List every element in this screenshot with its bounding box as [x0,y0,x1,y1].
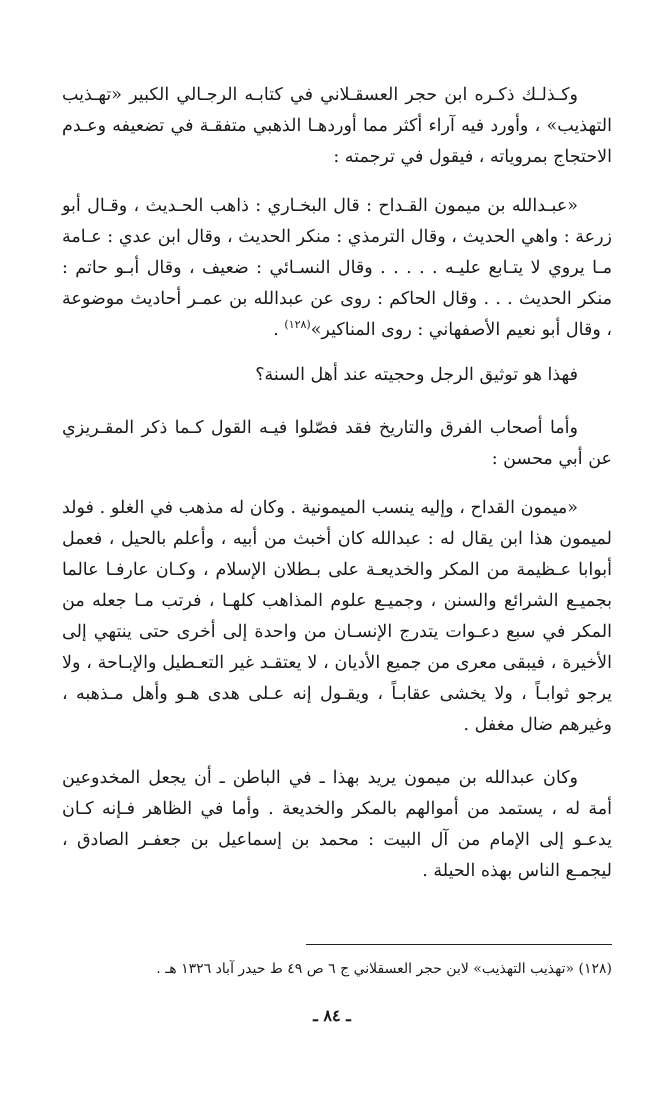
paragraph-6: وكان عبدالله بن ميمون يريد بهذا ـ في الباطن ـ أن يجعل المخدوعين أمة له ، يستمد من أموالهم بالمكر والخديعة . وأما في الظاهر فـإنه كـان يدعـو إلى الإمام من آل البيت : محمد بن إسماعيل بن جعفـر الصادق ، ليجمـع الناس بهذه الحيلة . [62,768,612,881]
paragraph-2-text: «عبـدالله بن ميمون القـداح : قال البخـاري : ذاهب الحـديث ، وقـال أبو زرعة : واهي الحديث ، وقال الترمذي : منكر الحديث ، وقال ابن عدي : عـامة مـا يروي لا يتـابع عليـه . . . . . وقال النسـائي : ضعيف ، وقال أبـو حاتم : منكر الحديث . . . وقال الحاكم : روى عن عبدالله بن عمـر أحاديث موضوعة ، وقال أبو نعيم الأصفهاني : روى المناكير» [62,196,612,340]
paragraph-3: فهذا هو توثيق الرجل وحجيته عند أهل السنة؟ [255,365,578,385]
paragraph-2-end: . [273,320,285,340]
paragraph-2-quote [62,191,612,346]
page-body [62,80,612,887]
paragraph-4: وأما أصحاب الفرق والتاريخ فقد فصّلوا فيـه القول كـما ذكر المقـريزي عن أبي محسن : [62,418,612,469]
paragraph-1: وكـذلـك ذكـره ابن حجر العسقـلاني في كتابـه الرجـالي الكبير «تهـذيب التهذيب» ، وأورد فيه آراء أكثر مما أوردهـا الذهبي متفقـة في تضعيفه وعـدم الاحتجاج بمروياته ، فيقول في ترجمته : [62,85,612,167]
paragraph-5-quote: «ميمون القداح ، وإليه ينسب الميمونية . وكان له مذهب في الغلو . فولد لميمون هذا ابن يقال له : عبدالله كان أخبث من أبيه ، وأعلم بالحيل ، فعمل أبوابا عـظيمة من المكر والخديعـة على بـطلان الإسلام ، وكـان عارفـا عالما بجميـع الشرائع والسنن ، وجميـع علوم المذاهب كلهـا ، فرتب مـا جعله من المكر في سبع دعـوات يتدرج الإنسـان من واحدة إلى أخرى حتى ينتهي إلى الأخيرة ، فيبقى معرى من جميع الأديان ، لا يعتقـد غير التعـطيل والإبـاحة ، ولا يرجو ثوابـاً ، ولا يخشى عقابـاً ، ويقـول إنه عـلى هدى هـو وأهل مـذهبه ، وغيرهم ضال مغفل . [62,498,612,735]
footnote-divider [306,944,612,945]
footnote-reference: (١٢٨) [284,318,311,332]
page-number: ـ ٨٤ ـ [313,1006,351,1025]
footnote: (١٢٨) «تهذيب التهذيب» لابن حجر العسقلاني ج ٦ ص ٤٩ ط حيدر آباد ١٣٢٦ هـ . [156,961,612,977]
